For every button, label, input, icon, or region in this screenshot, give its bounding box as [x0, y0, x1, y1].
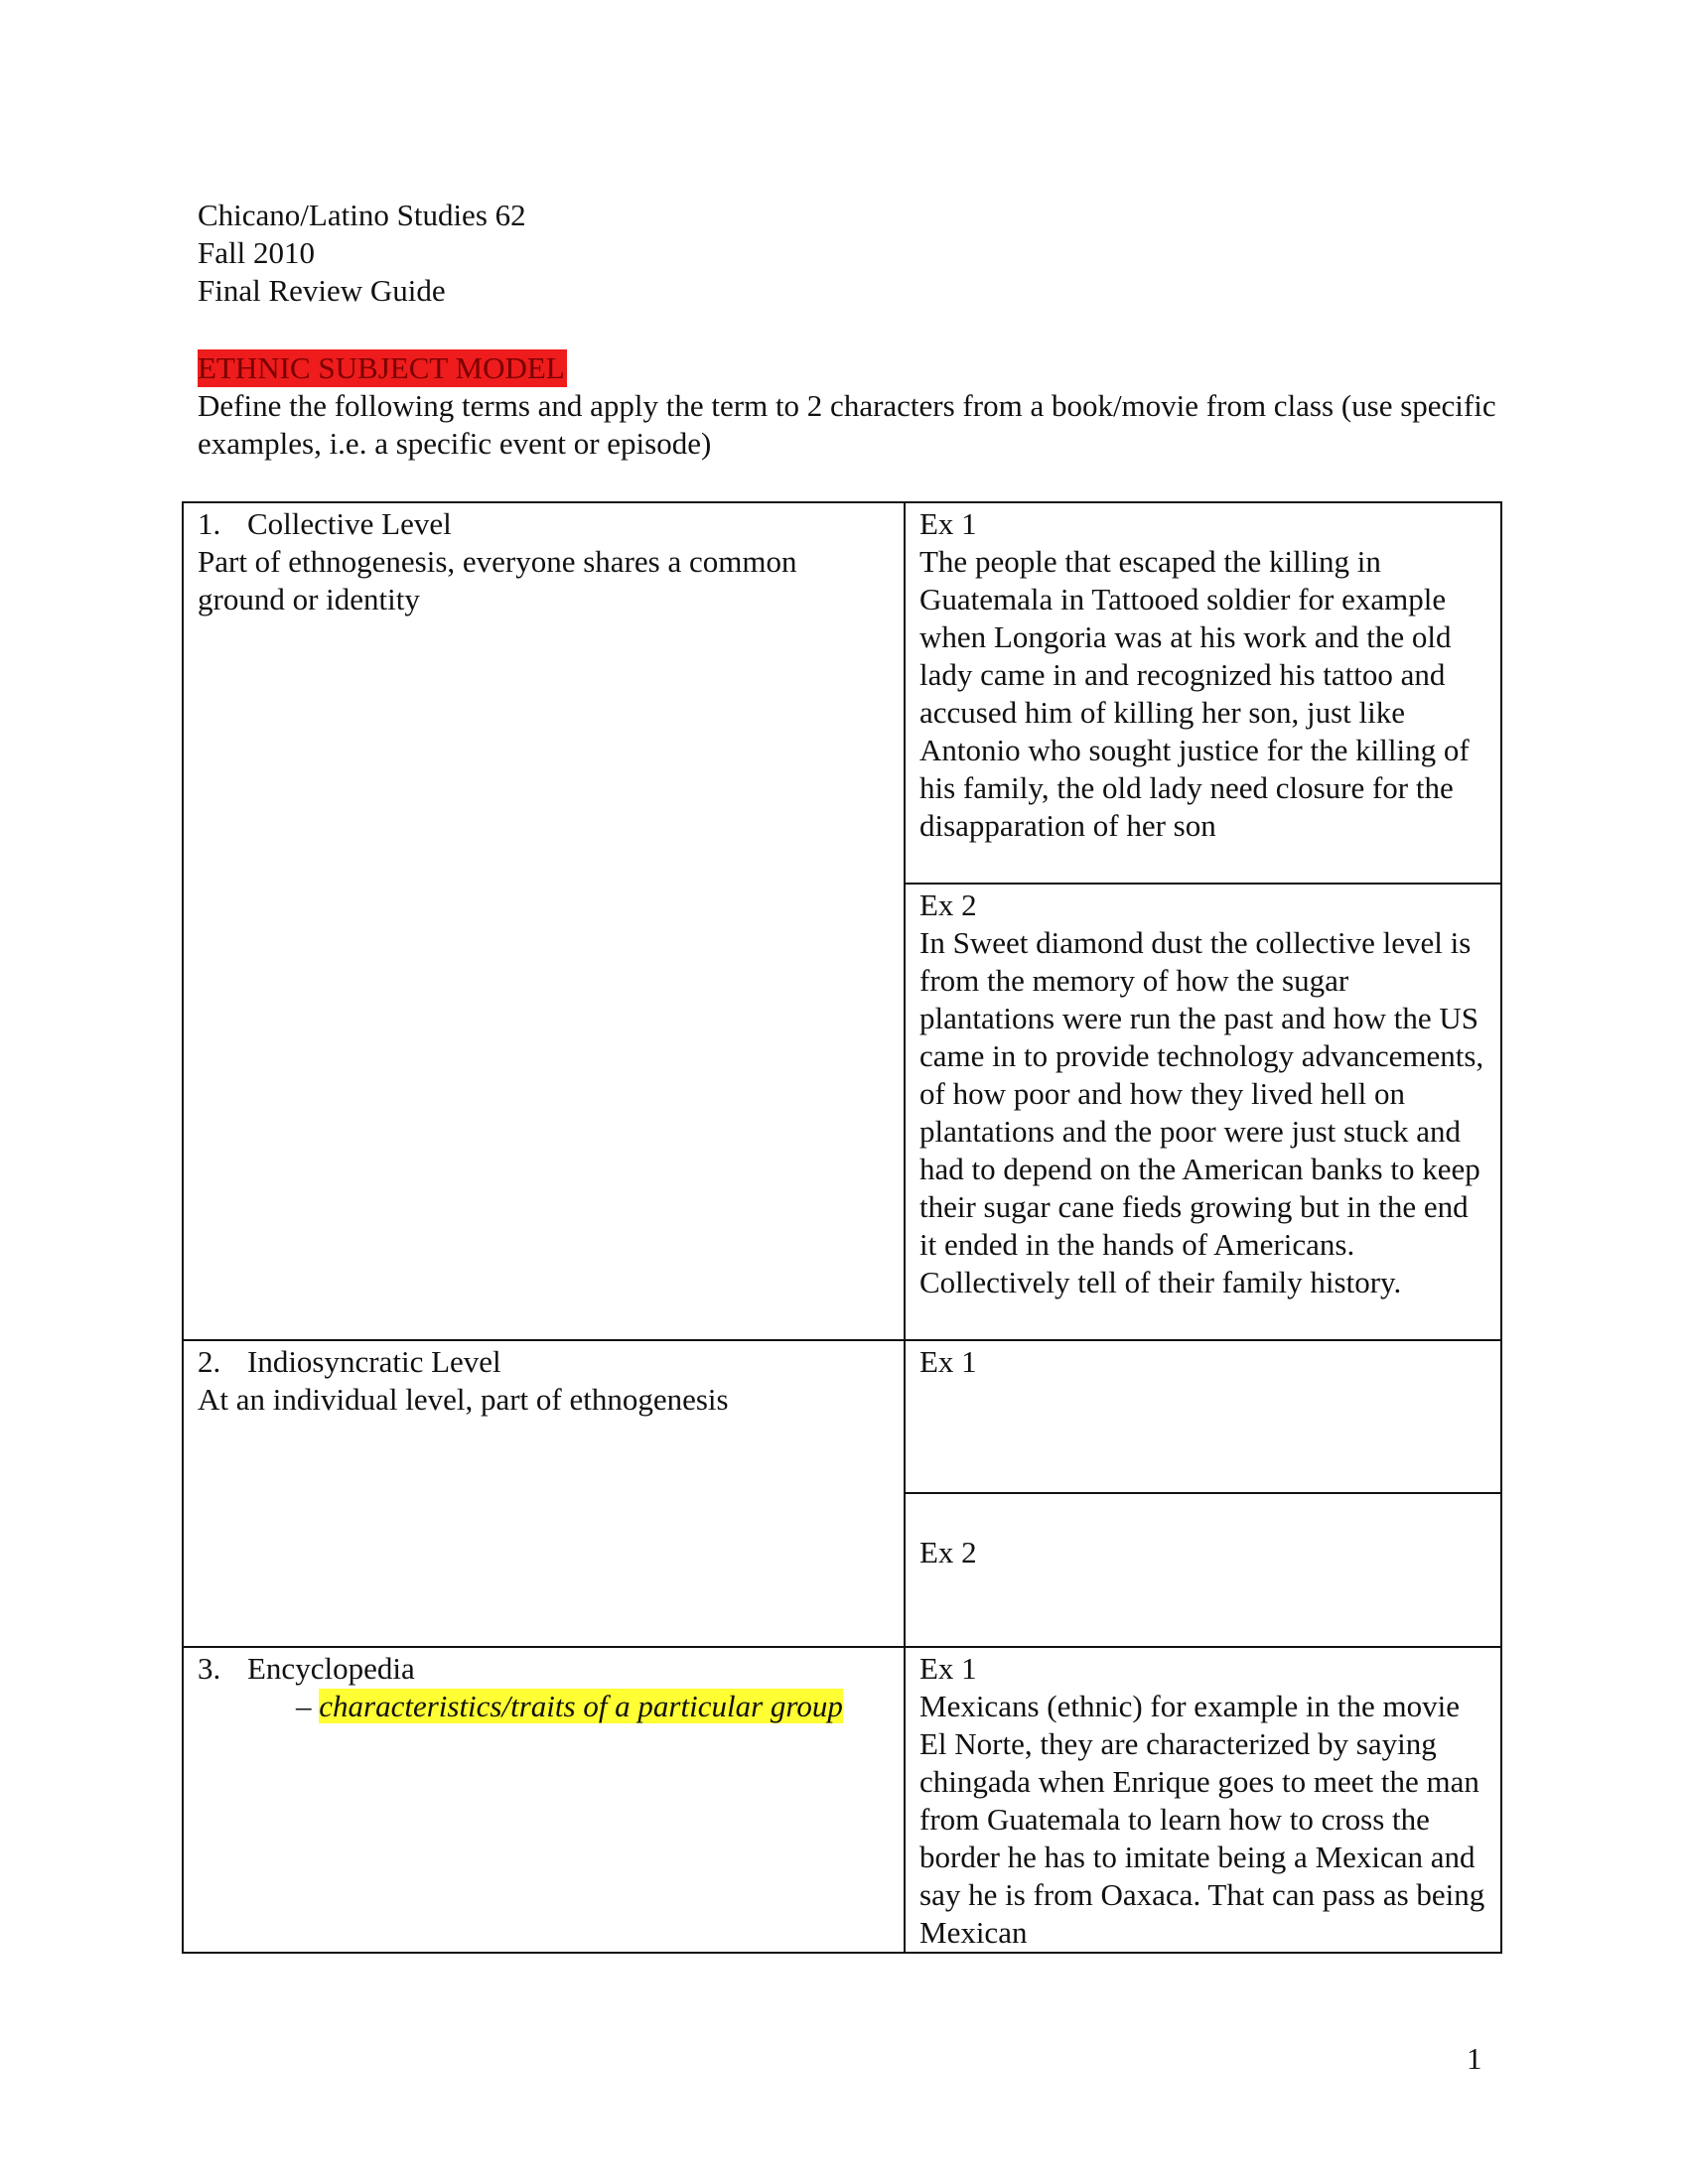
bullet-dash: – — [296, 1689, 312, 1723]
document-title: Final Review Guide — [198, 273, 446, 308]
example-cell — [905, 1647, 1501, 1953]
page-number: 1 — [1467, 2041, 1482, 2076]
example-text: In Sweet diamond dust the collective level is from the memory of how the sugar plantations were run the past and how the US came in to provide technology advancements, of how poor and how they lived hell on plantations and the poor were just stuck and had to depend on the American banks to keep their sugar cane fieds growing but in the end it ended in the hands of Americans. Collectively tell of their family history. — [919, 925, 1484, 1299]
example-text: Mexicans (ethnic) for example in the movie El Norte, they are characterized by saying chingada when Enrique goes to meet the man from Guatemala to learn how to cross the border he has to imitate being a Mexican and say he is from Oaxaca. That can pass as being Mexican — [919, 1689, 1485, 1950]
review-table — [182, 501, 1502, 1954]
example-text: The people that escaped the killing in Guatemala in Tattooed soldier for example when Longoria was at his work and the old lady came in and recognized his tattoo and accused him of killing her son, just like Antonio who sought justice for the killing of his family, the old lady need closure for the disapparation of her son — [919, 544, 1470, 843]
term-definition: Part of ethnogenesis, everyone shares a common ground or identity — [198, 544, 797, 616]
course-name: Chicano/Latino Studies 62 — [198, 198, 526, 232]
table-row — [183, 1340, 1501, 1493]
document-header — [198, 197, 526, 310]
example-cell — [905, 502, 1501, 884]
term-cell-collective — [183, 502, 905, 1340]
term-title — [198, 1344, 501, 1379]
term-cell-encyclopedia — [183, 1647, 905, 1953]
example-cell — [905, 1340, 1501, 1493]
term-cell-idiosyncratic — [183, 1340, 905, 1647]
example-label: Ex 2 — [919, 887, 977, 922]
example-label: Ex 1 — [919, 1651, 977, 1686]
term-name: Collective Level — [247, 506, 452, 541]
example-label: Ex 1 — [919, 506, 977, 541]
table-row — [183, 1647, 1501, 1953]
term-definition-highlighted: characteristics/traits of a particular group — [319, 1689, 843, 1723]
term-name: Indiosyncratic Level — [247, 1344, 501, 1379]
term-number: 1. — [198, 506, 221, 541]
section-heading: ETHNIC SUBJECT MODEL — [198, 350, 565, 385]
term-definition: At an individual level, part of ethnogenesis — [198, 1382, 729, 1417]
example-cell — [905, 1493, 1501, 1647]
example-label: Ex 2 — [919, 1535, 977, 1570]
course-term: Fall 2010 — [198, 235, 315, 270]
term-number: 3. — [198, 1651, 221, 1686]
table-row — [183, 502, 1501, 884]
term-number: 2. — [198, 1344, 221, 1379]
term-name: Encyclopedia — [247, 1651, 415, 1686]
section-instructions: Define the following terms and apply the term to 2 characters from a book/movie from class (use specific examples, i.e. a specific event or episode) — [198, 388, 1496, 461]
term-title — [198, 1651, 415, 1686]
term-bullet — [198, 1688, 890, 1725]
term-title — [198, 506, 452, 541]
example-label: Ex 1 — [919, 1344, 977, 1379]
example-cell — [905, 884, 1501, 1340]
